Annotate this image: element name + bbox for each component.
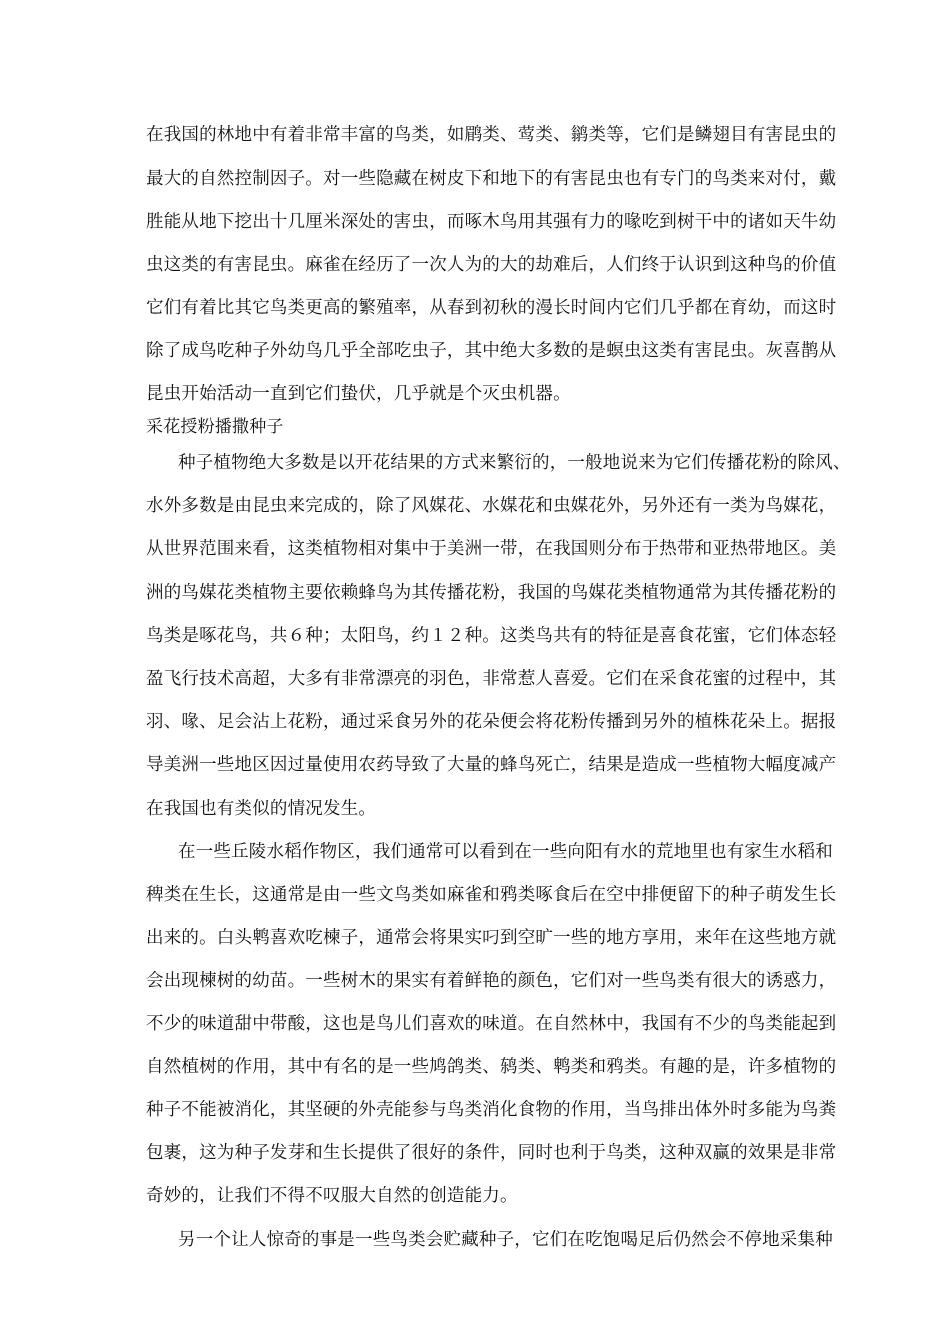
paragraph-1-line-7: 昆虫开始活动一直到它们蛰伏，几乎就是个灭虫机器。 xyxy=(146,384,571,404)
paragraph-3-line-7: 种子不能被消化，其坚硬的外壳能参与鸟类消化食物的作用，当鸟排出体外时多能为鸟粪 xyxy=(146,1100,837,1120)
paragraph-3-line-5: 不少的味道甜中带酸，这也是鸟儿们喜欢的味道。在自然林中，我国有不少的鸟类能起到 xyxy=(146,1014,837,1034)
paragraph-3-line-1: 在一些丘陵水稻作物区，我们通常可以看到在一些向阳有水的荒地里也有家生水稻和 xyxy=(178,842,833,862)
paragraph-3-line-9: 奇妙的，让我们不得不叹服大自然的创造能力。 xyxy=(146,1186,518,1206)
paragraph-1-line-6: 除了成鸟吃种子外幼鸟几乎全部吃虫子，其中绝大多数的是螟虫这类有害昆虫。灰喜鹊从 xyxy=(146,341,837,361)
paragraph-4-line-1: 另一个让人惊奇的事是一些鸟类会贮藏种子，它们在吃饱喝足后仍然会不停地采集种 xyxy=(178,1230,833,1250)
paragraph-2-line-3: 从世界范围来看，这类植物相对集中于美洲一带，在我国则分布于热带和亚热带地区。美 xyxy=(146,539,837,559)
paragraph-3-line-3: 出来的。白头鹎喜欢吃楝子，通常会将果实叼到空旷一些的地方享用，来年在这些地方就 xyxy=(146,928,837,948)
paragraph-2-line-5: 鸟类是啄花鸟，共６种；太阳鸟，约１２种。这类鸟共有的特征是喜食花蜜，它们体态轻 xyxy=(146,626,837,646)
paragraph-1-line-5: 它们有着比其它鸟类更高的繁殖率，从春到初秋的漫长时间内它们几乎都在育幼，而这时 xyxy=(146,298,837,318)
paragraph-1-line-4: 虫这类的有害昆虫。麻雀在经历了一次人为的大的劫难后，人们终于认识到这种鸟的价值 xyxy=(146,255,837,275)
paragraph-3-line-8: 包裹，这为种子发芽和生长提供了很好的条件，同时也利于鸟类，这种双赢的效果是非常 xyxy=(146,1143,837,1163)
paragraph-2-line-8: 导美洲一些地区因过量使用农药导致了大量的蜂鸟死亡，结果是造成一些植物大幅度减产 xyxy=(146,755,837,775)
paragraph-2-line-2: 水外多数是由昆虫来完成的，除了风媒花、水媒花和虫媒花外，另外还有一类为鸟媒花， xyxy=(146,496,837,516)
paragraph-1-line-1: 在我国的林地中有着非常丰富的鸟类，如鹛类、莺类、鹟类等，它们是鳞翅目有害昆虫的 xyxy=(146,125,837,145)
section-heading: 采花授粉播撒种子 xyxy=(146,417,284,437)
paragraph-3-line-2: 稗类在生长，这通常是由一些文鸟类如麻雀和鸦类啄食后在空中排便留下的种子萌发生长 xyxy=(146,885,837,905)
paragraph-1-line-2: 最大的自然控制因子。对一些隐藏在树皮下和地下的有害昆虫也有专门的鸟类来对付，戴 xyxy=(146,169,837,189)
paragraph-2-line-4: 洲的鸟媒花类植物主要依赖蜂鸟为其传播花粉，我国的鸟媒花类植物通常为其传播花粉的 xyxy=(146,583,837,603)
paragraph-2-line-7: 羽、喙、足会沾上花粉，通过采食另外的花朵便会将花粉传播到另外的植株花朵上。据报 xyxy=(146,712,837,732)
paragraph-3-line-4: 会出现楝树的幼苗。一些树木的果实有着鲜艳的颜色，它们对一些鸟类有很大的诱惑力， xyxy=(146,971,837,991)
paragraph-3-line-6: 自然植树的作用，其中有名的是一些鸠鸽类、鸫类、鹎类和鸦类。有趣的是，许多植物的 xyxy=(146,1057,837,1077)
paragraph-1-line-3: 胜能从地下挖出十几厘米深处的害虫，而啄木鸟用其强有力的喙吃到树干中的诸如天牛幼 xyxy=(146,212,837,232)
paragraph-2-line-9: 在我国也有类似的情况发生。 xyxy=(146,799,377,819)
paragraph-2-line-6: 盈飞行技术高超，大多有非常漂亮的羽色，非常惹人喜爱。它们在采食花蜜的过程中，其 xyxy=(146,669,837,689)
paragraph-2-line-1: 种子植物绝大多数是以开花结果的方式来繁衍的，一般地说来为它们传播花粉的除风、 xyxy=(178,453,851,473)
